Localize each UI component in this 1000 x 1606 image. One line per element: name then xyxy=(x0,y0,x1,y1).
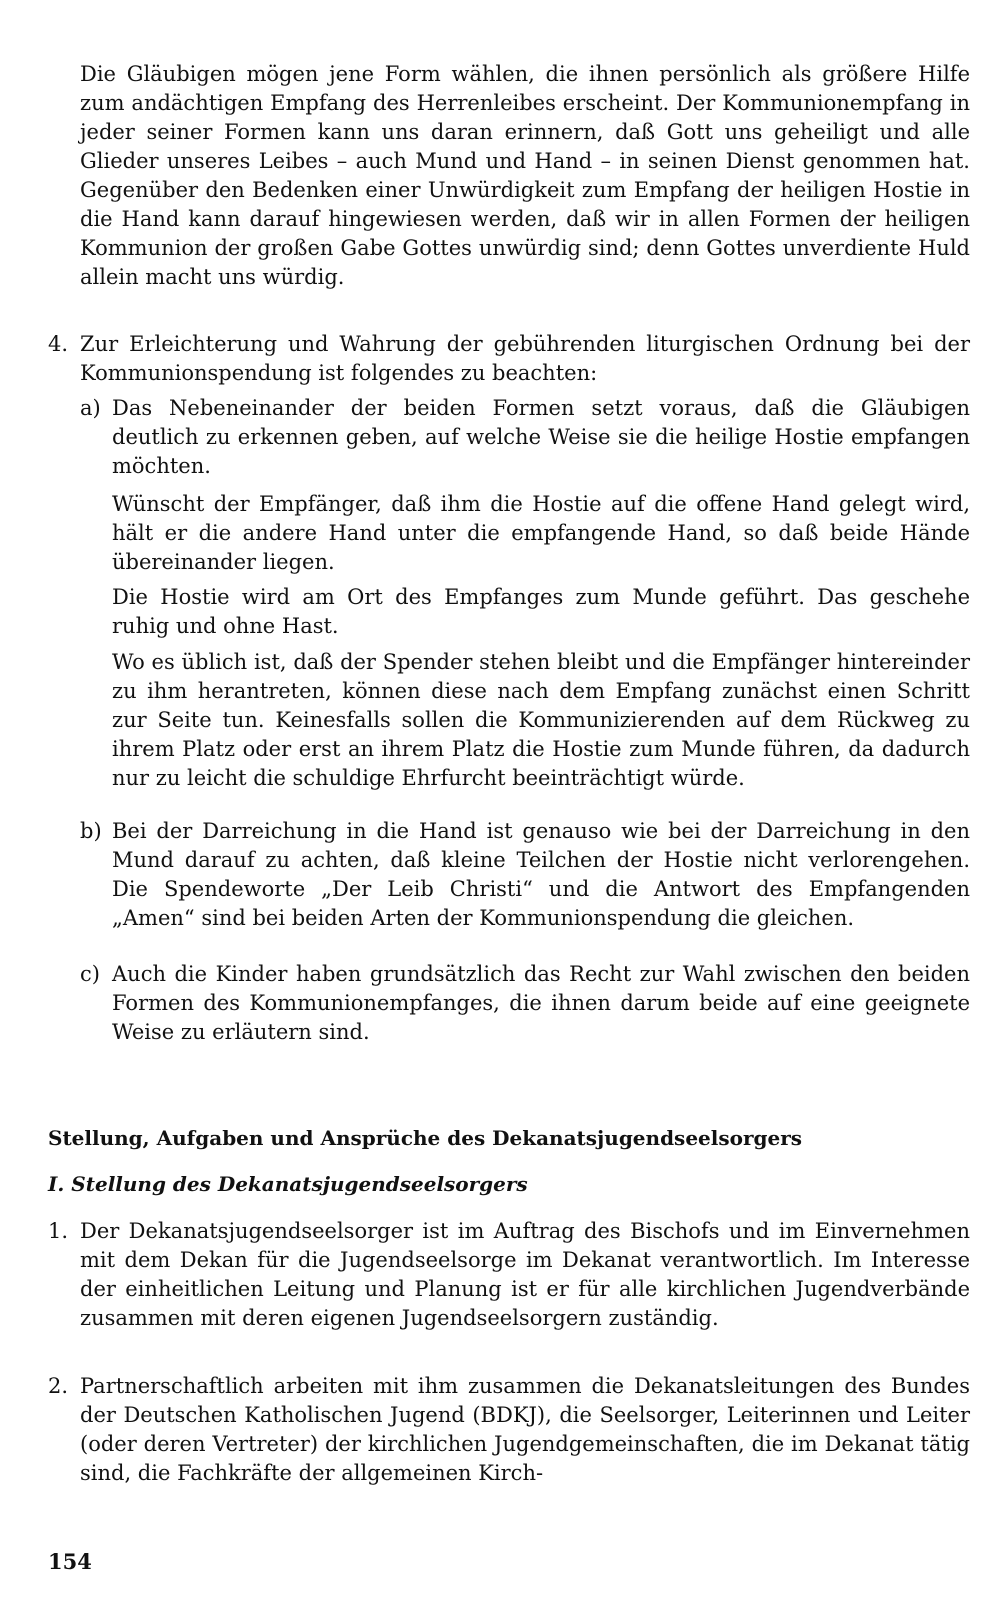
sub-b-text: Bei der Darreichung in die Hand ist genauso wie bei der Darreichung in den Mund darauf zu achten, daß kleine Teilchen der Hostie nicht verlorengehen. Die Spendeworte „Der Leib Christi“ und die Antwort des Empfangenden „Amen“ sind bei beiden Arten der Kommunionspendung die gleichen. xyxy=(112,819,970,930)
section-item-1-text: Der Dekanatsjugendseelsorger ist im Auftrag des Bischofs und im Einvernehmen mit dem Dekan für die Jugendseelsorge im Dekanat verantwortlich. Im Interesse der einheitlichen Leitung und Planung ist er für alle kirchlichen Jugendverbände zusammen mit deren eigenen Jugendseelsorgern zuständig. xyxy=(80,1219,970,1330)
sub-a-paragraph-4: Wo es üblich ist, daß der Spender stehen bleibt und die Empfänger hintereinder zu ihm herantreten, können diese nach dem Empfang zunächst einen Schritt zur Seite tun. Keinesfalls sollen die Kommunizierenden auf dem Rückweg zu ihrem Platz oder erst an ihrem Platz die Hostie zum Munde führen, da dadurch nur zu leicht die schuldige Ehrfurcht beeinträchtigt würde. xyxy=(112,650,970,790)
sub-a-text: Das Nebeneinander der beiden Formen setzt voraus, daß die Gläubigen deutlich zu erkennen geben, auf welche Weise sie die heilige Hostie empfangen möchten. xyxy=(112,396,970,478)
item-4-number: 4. xyxy=(48,332,69,356)
section-item-2-text: Partnerschaftlich arbeiten mit ihm zusammen die Dekanatsleitungen des Bundes der Deutschen Katholischen Jugend (BDKJ), die Seelsorger, Leiterinnen und Leiter (oder deren Vertreter) der kirchlichen Jugendgemeinschaften, die im Dekanat tätig sind, die Fachkräfte der allgemeinen Kirch- xyxy=(80,1374,970,1485)
section-item-2-number: 2. xyxy=(48,1374,69,1398)
item-4-text: Zur Erleichterung und Wahrung der gebührenden liturgischen Ordnung bei der Kommunionspendung ist folgendes zu beachten: xyxy=(80,332,970,385)
sub-c-label: c) xyxy=(80,962,100,986)
section-item-1-number: 1. xyxy=(48,1219,69,1243)
sub-b-label: b) xyxy=(80,819,102,843)
intro-paragraph: Die Gläubigen mögen jene Form wählen, die ihnen persönlich als größere Hilfe zum andächtigen Empfang des Herrenleibes erscheint. Der Kommunionempfang in jeder seiner Formen kann uns daran erinnern, daß Gott uns geheiligt und alle Glieder unseres Leibes – auch Mund und Hand – in seinen Dienst genommen hat. Gegenüber den Bedenken einer Unwürdigkeit zum Empfang der heiligen Hostie in die Hand kann darauf hingewiesen werden, daß wir in allen Formen der heiligen Kommunion der großen Gabe Gottes unwürdig sind; denn Gottes unverdiente Huld allein macht uns würdig. xyxy=(80,62,970,289)
sub-a-paragraph-3: Die Hostie wird am Ort des Empfanges zum Munde geführt. Das geschehe ruhig und ohne Hast. xyxy=(112,585,970,638)
section-subheading: I. Stellung des Dekanatsjugendseelsorgers xyxy=(48,1172,528,1196)
sub-c-text: Auch die Kinder haben grundsätzlich das Recht zur Wahl zwischen den beiden Formen des Kommunionempfanges, die ihnen darum beide auf eine geeignete Weise zu erläutern sind. xyxy=(112,962,970,1044)
sub-a-paragraph-2: Wünscht der Empfänger, daß ihm die Hostie auf die offene Hand gelegt wird, hält er die andere Hand unter die empfangende Hand, so daß beide Hände übereinander liegen. xyxy=(112,492,970,574)
sub-a-label: a) xyxy=(80,396,101,420)
page-number: 154 xyxy=(48,1549,92,1574)
section-heading: Stellung, Aufgaben und Ansprüche des Dekanatsjugendseelsorgers xyxy=(48,1126,803,1150)
